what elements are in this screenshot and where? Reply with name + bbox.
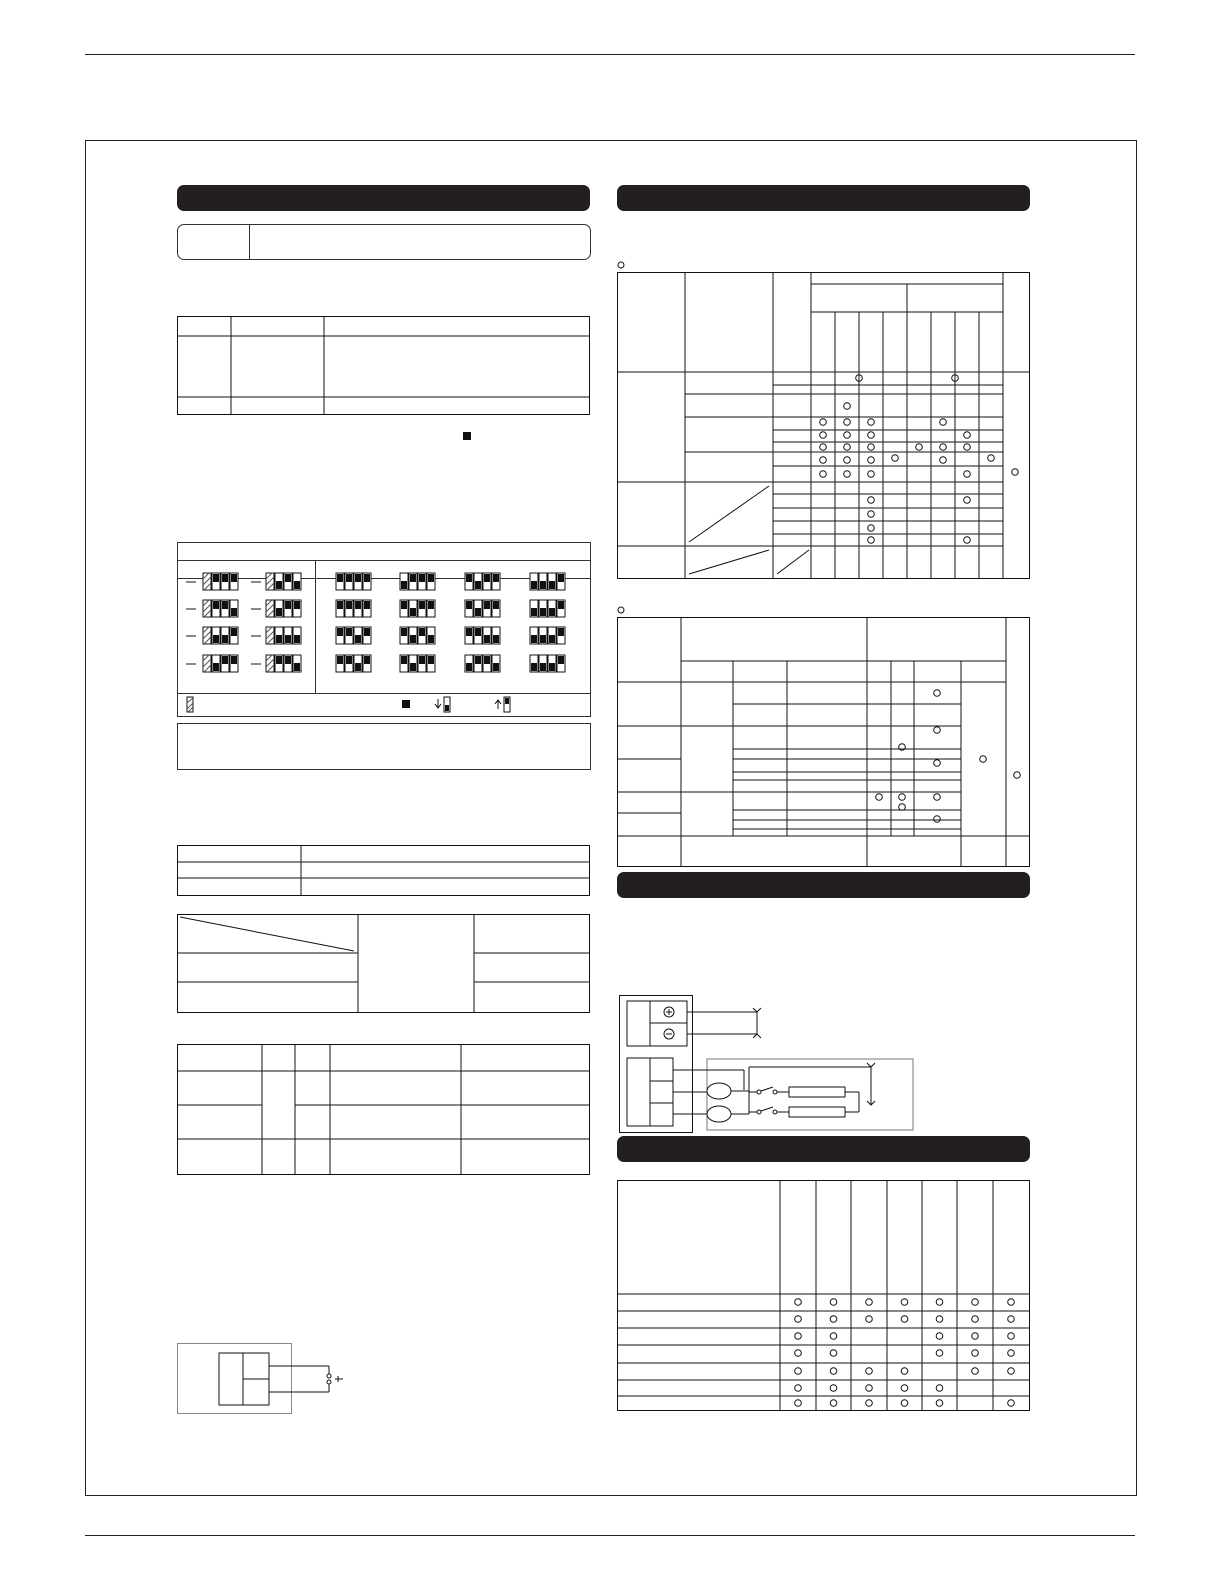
circle-marker-icon: [876, 794, 883, 801]
dip-switch-1-4: [530, 573, 565, 590]
circle-marker-icon: [868, 471, 875, 478]
dip-switch-grid: [178, 543, 590, 716]
switch-lever: [401, 628, 407, 636]
switch-lever: [285, 635, 291, 643]
circle-marker-icon: [934, 690, 941, 697]
circle-marker-icon: [964, 537, 971, 544]
wiring-section-header-bar: [617, 872, 1030, 898]
dip-switch-3-3: [465, 627, 500, 644]
dip-switch-1-b: [266, 573, 301, 590]
circle-marker-icon: [1008, 1299, 1015, 1306]
circle-marker-icon: [901, 1316, 908, 1323]
footer-rule: [85, 1535, 1135, 1536]
circle-marker-icon: [844, 419, 851, 426]
circle-marker-icon: [844, 403, 851, 410]
header-rule: [85, 54, 1135, 55]
circle-marker-icon: [936, 1385, 943, 1392]
circle-marker-icon: [868, 457, 875, 464]
circle-marker-icon: [820, 457, 827, 464]
switch-lever: [213, 601, 219, 609]
circle-marker-icon: [795, 1350, 802, 1357]
switch-down-icon: [435, 699, 441, 708]
switch-lever: [294, 601, 300, 609]
switch-lever: [428, 656, 434, 664]
switch-lever: [276, 608, 282, 616]
switch-lever: [466, 663, 472, 671]
switch-lever: [401, 601, 407, 609]
circle-marker-icon: [940, 457, 947, 464]
switch-lever: [428, 574, 434, 582]
dip-switch-1-1: [336, 573, 371, 590]
dip-switch-1-3: [465, 573, 500, 590]
switch-lever: [549, 581, 555, 589]
dip-switch-3-4: [530, 627, 565, 644]
switch-lever: [276, 656, 282, 664]
switch-lever: [484, 574, 490, 582]
circle-marker-icon: [972, 1350, 979, 1357]
switch-lever: [419, 601, 425, 609]
function-matrix-table-2: [617, 617, 1030, 869]
dip-switch-2-a: [203, 600, 238, 617]
circle-marker-icon: [795, 1333, 802, 1340]
circle-marker-icon: [844, 432, 851, 439]
switch-lever: [364, 628, 370, 636]
switch-lever: [410, 635, 416, 643]
switch-lever: [231, 574, 237, 582]
circle-marker-icon: [830, 1368, 837, 1375]
circle-marker-icon: [892, 455, 899, 462]
table-border: [618, 1181, 1030, 1411]
switch-lever: [531, 608, 537, 616]
circle-marker-icon: [868, 537, 875, 544]
table-line: [689, 486, 769, 542]
switch-lever: [285, 601, 291, 609]
circle-marker-icon: [820, 471, 827, 478]
circle-marker-icon: [916, 444, 923, 451]
switch-lever: [558, 574, 564, 582]
circle-marker-icon: [1008, 1350, 1015, 1357]
circle-marker-icon: [934, 727, 941, 734]
circle-marker-icon: [795, 1368, 802, 1375]
switch-lever: [231, 656, 237, 664]
function-matrix-table-1: [617, 272, 1030, 582]
hatched-switch-icon: [187, 698, 193, 712]
switch-lever: [285, 574, 291, 582]
switch-lever: [222, 635, 228, 643]
switch-lever: [419, 656, 425, 664]
circle-marker-icon: [795, 1316, 802, 1323]
switch-lever: [475, 581, 481, 589]
circle-marker-icon: [830, 1385, 837, 1392]
switch-lever: [466, 628, 472, 636]
switch-lever: [419, 574, 425, 582]
switch-lever: [493, 574, 499, 582]
terminal-wiring-diagram: [619, 995, 919, 1135]
filled-square-icon: [402, 700, 410, 708]
switch-lever: [445, 705, 449, 711]
circle-marker-icon: [844, 471, 851, 478]
switch-lever: [419, 628, 425, 636]
setting-table-4: [177, 1044, 590, 1176]
setting-table-3: [177, 914, 590, 1014]
circle-marker-icon: [988, 455, 995, 462]
switch-lever: [558, 628, 564, 636]
circle-marker-icon: [866, 1400, 873, 1407]
setting-table-1: [177, 316, 590, 416]
circle-marker-icon: [940, 419, 947, 426]
switch-lever: [475, 608, 481, 616]
switch-lever: [355, 574, 361, 582]
circle-marker-icon: [901, 1400, 908, 1407]
circle-marker-icon: [980, 756, 987, 763]
circle-marker-icon: [1014, 772, 1021, 779]
circle-marker-icon: [1008, 1400, 1015, 1407]
circle-marker-icon: [934, 794, 941, 801]
circle-marker-icon: [795, 1299, 802, 1306]
switch-lever: [364, 656, 370, 664]
dip-switch-1-2: [400, 573, 435, 590]
circle-marker-icon: [866, 1316, 873, 1323]
circle-marker-icon: [820, 419, 827, 426]
dip-note-box: [177, 723, 591, 770]
circle-marker-icon: [830, 1299, 837, 1306]
circle-marker-icon: [820, 444, 827, 451]
circle-marker-icon: [866, 1385, 873, 1392]
circle-marker-icon: [830, 1316, 837, 1323]
dip-switch-4-3: [465, 655, 500, 672]
dip-switch-4-b: [266, 655, 301, 672]
switch-lever: [540, 663, 546, 671]
dip-switch-2-3: [465, 600, 500, 617]
switch-lever: [276, 635, 282, 643]
circle-marker-icon: [1008, 1333, 1015, 1340]
circle-marker-icon: [617, 261, 625, 269]
circle-marker-icon: [964, 471, 971, 478]
switch-lever: [337, 574, 343, 582]
switch-lever: [484, 601, 490, 609]
switch-lever: [410, 574, 416, 582]
switch-lever: [531, 663, 537, 671]
dip-switch-4-2: [400, 655, 435, 672]
circle-marker-icon: [868, 419, 875, 426]
contact-wiring-diagram: [177, 1343, 357, 1418]
note-box-divider: [249, 225, 250, 259]
dip-switch-3-2: [400, 627, 435, 644]
dip-switch-4-a: [203, 655, 238, 672]
switch-lever: [222, 574, 228, 582]
switch-up-icon: [495, 700, 501, 709]
switch-lever: [364, 574, 370, 582]
switch-lever: [231, 608, 237, 616]
setting-table-2: [177, 845, 590, 897]
circle-marker-icon: [936, 1400, 943, 1407]
switch-lever: [428, 601, 434, 609]
switch-lever: [355, 601, 361, 609]
dip-switch-3-1: [336, 627, 371, 644]
dip-switch-2-b: [266, 600, 301, 617]
switch-lever: [401, 581, 407, 589]
switch-lever: [222, 656, 228, 664]
switch-lever: [346, 628, 352, 636]
circle-marker-icon: [934, 816, 941, 823]
switch-lever: [475, 656, 481, 664]
switch-lever: [285, 656, 291, 664]
switch-lever: [346, 601, 352, 609]
switch-lever: [355, 663, 361, 671]
switch-lever: [531, 581, 537, 589]
circle-marker-icon: [964, 444, 971, 451]
switch-lever: [505, 698, 509, 704]
switch-lever: [276, 581, 282, 589]
circle-marker-icon: [899, 794, 906, 801]
switch-lever: [549, 608, 555, 616]
switch-lever: [410, 663, 416, 671]
switch-lever: [558, 656, 564, 664]
circle-marker-icon: [899, 804, 906, 811]
dip-switch-2-4: [530, 600, 565, 617]
circle-marker-icon: [972, 1368, 979, 1375]
switch-lever: [549, 663, 555, 671]
switch-lever: [213, 574, 219, 582]
switch-lever: [355, 635, 361, 643]
switch-lever: [337, 628, 343, 636]
switch-lever: [222, 601, 228, 609]
right-section-header-bar: [617, 185, 1030, 211]
circle-marker-icon: [844, 457, 851, 464]
circle-marker-icon: [830, 1350, 837, 1357]
switch-lever: [493, 635, 499, 643]
circle-marker-icon: [972, 1316, 979, 1323]
circle-marker-icon: [868, 525, 875, 532]
circle-marker-icon: [964, 432, 971, 439]
switch-lever: [493, 601, 499, 609]
dip-switch-1-a: [203, 573, 238, 590]
switch-lever: [540, 608, 546, 616]
switch-lever: [337, 656, 343, 664]
dip-switch-2-1: [336, 600, 371, 617]
switch-lever: [364, 601, 370, 609]
compatibility-table: [617, 1180, 1030, 1412]
switch-lever: [540, 635, 546, 643]
circle-marker-icon: [868, 444, 875, 451]
switch-lever: [484, 656, 490, 664]
dip-switch-3-a: [203, 627, 238, 644]
circle-marker-icon: [868, 497, 875, 504]
left-section-header-bar: [177, 185, 590, 211]
circle-marker-icon: [1008, 1368, 1015, 1375]
dip-switch-4-4: [530, 655, 565, 672]
circle-marker-icon: [830, 1400, 837, 1407]
switch-lever: [213, 635, 219, 643]
switch-lever: [294, 635, 300, 643]
switch-lever: [410, 608, 416, 616]
circle-marker-icon: [1008, 1316, 1015, 1323]
switch-lever: [466, 601, 472, 609]
circle-marker-icon: [617, 606, 625, 614]
switch-lever: [346, 574, 352, 582]
circle-marker-icon: [936, 1350, 943, 1357]
circle-marker-icon: [972, 1333, 979, 1340]
circle-marker-icon: [901, 1385, 908, 1392]
switch-lever: [558, 601, 564, 609]
dip-switch-2-2: [400, 600, 435, 617]
circle-marker-icon: [934, 760, 941, 767]
circle-marker-icon: [868, 511, 875, 518]
circle-marker-icon: [901, 1368, 908, 1375]
circle-marker-icon: [866, 1368, 873, 1375]
circle-marker-icon: [901, 1299, 908, 1306]
circle-marker-icon: [795, 1385, 802, 1392]
switch-lever: [231, 628, 237, 636]
dip-switch-table: [177, 542, 591, 717]
circle-marker-icon: [972, 1299, 979, 1306]
circle-marker-icon: [866, 1299, 873, 1306]
switch-lever: [213, 663, 219, 671]
switch-lever: [428, 635, 434, 643]
switch-lever: [337, 601, 343, 609]
note-box: [177, 224, 591, 260]
circle-marker-icon: [844, 444, 851, 451]
table-line: [777, 550, 809, 574]
dip-switch-3-b: [266, 627, 301, 644]
dip-switch-4-1: [336, 655, 371, 672]
circle-marker-icon: [936, 1333, 943, 1340]
switch-lever: [484, 635, 490, 643]
table-line: [689, 550, 769, 574]
switch-lever: [294, 663, 300, 671]
switch-lever: [540, 581, 546, 589]
circle-marker-icon: [1012, 469, 1019, 476]
switch-lever: [401, 656, 407, 664]
switch-lever: [346, 656, 352, 664]
switch-lever: [475, 628, 481, 636]
compatibility-section-header-bar: [617, 1136, 1030, 1162]
circle-marker-icon: [830, 1333, 837, 1340]
circle-marker-icon: [795, 1400, 802, 1407]
switch-lever: [531, 635, 537, 643]
switch-lever: [294, 581, 300, 589]
circle-marker-icon: [940, 444, 947, 451]
circle-marker-icon: [936, 1316, 943, 1323]
switch-lever: [466, 574, 472, 582]
filled-square-icon: [463, 432, 471, 440]
switch-lever: [493, 663, 499, 671]
circle-marker-icon: [936, 1299, 943, 1306]
circle-marker-icon: [964, 497, 971, 504]
circle-marker-icon: [820, 432, 827, 439]
switch-lever: [549, 635, 555, 643]
circle-marker-icon: [868, 432, 875, 439]
